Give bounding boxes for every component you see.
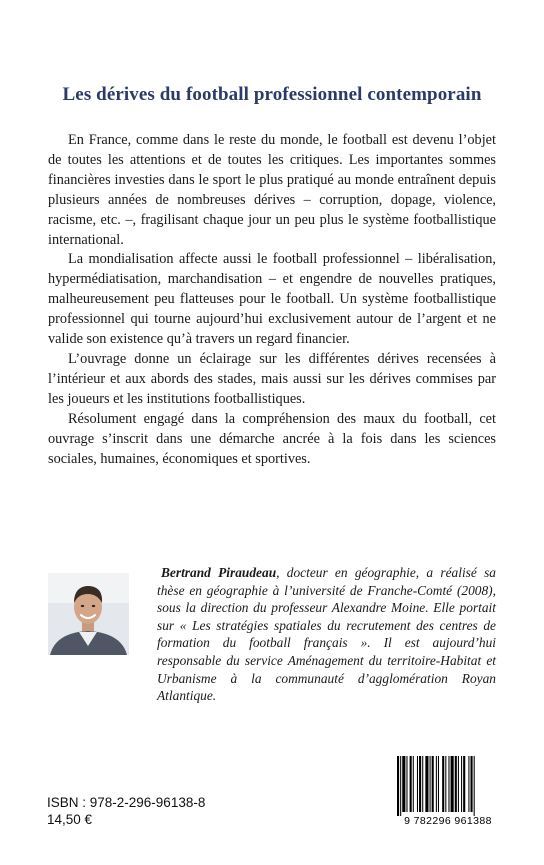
barcode-digits: 9 782296 961388 <box>404 815 492 827</box>
summary-paragraph: Résolument engagé dans la compréhension des maux du football, cet ouvrage s’inscrit dans une démarche ancrée à la fois dans les sciences sociales, humaines, économiques et sportives. <box>48 410 496 467</box>
back-cover-summary <box>48 131 496 469</box>
author-photo-illustration <box>48 573 129 655</box>
summary-paragraph: L’ouvrage donne un éclairage sur les différentes dérives recensées à l’intérieur et aux abords des stades, mais aussi sur les dérives commises par les joueurs et les institutions footballistiques. <box>48 350 496 407</box>
summary-paragraph: La mondialisation affecte aussi le football professionnel – libéralisation, hypermédiatisation, marchandisation – et engendre de nouvelles pratiques, malheureusement peu flatteuses pour le football. Un système footballistique professionnel qui tourne aujourd’hui exclusivement autour de l’argent et ne valide son existence qu’à travers un regard financier. <box>48 251 496 348</box>
barcode-bars <box>393 756 503 816</box>
price: 14,50 € <box>47 812 93 827</box>
author-bio <box>157 564 496 705</box>
book-title: Les dérives du football professionnel contemporain <box>62 84 482 105</box>
author-name: Bertrand Piraudeau <box>161 565 277 580</box>
isbn-price-block <box>47 794 205 828</box>
author-portrait-icon <box>48 573 129 655</box>
summary-paragraph: En France, comme dans le reste du monde, le football est devenu l’objet de toutes les attentions et de toutes les critiques. Les importantes sommes financières investies dans le sport le plus pratiqué au monde entraînent depuis plusieurs années de nombreuses dérives – corruption, dopage, violence, racisme, etc. –, fragilisant chaque jour un peu plus le système footballistique international. <box>48 132 496 248</box>
author-bio-text: , docteur en géographie, a réalisé sa thèse en géographie à l’université de Franche-Comté (2008), sous la direction du professeur Alexandre Moine. Elle portait sur « Les stratégies spatiales du recrutement des centres de formation du football français ». Il est aujourd’hui responsable du service Aménagement du territoire-Habitat et Urbanisme à la communauté d’agglomération Royan Atlantique. <box>157 565 496 704</box>
isbn: ISBN : 978-2-296-96138-8 <box>47 795 206 810</box>
